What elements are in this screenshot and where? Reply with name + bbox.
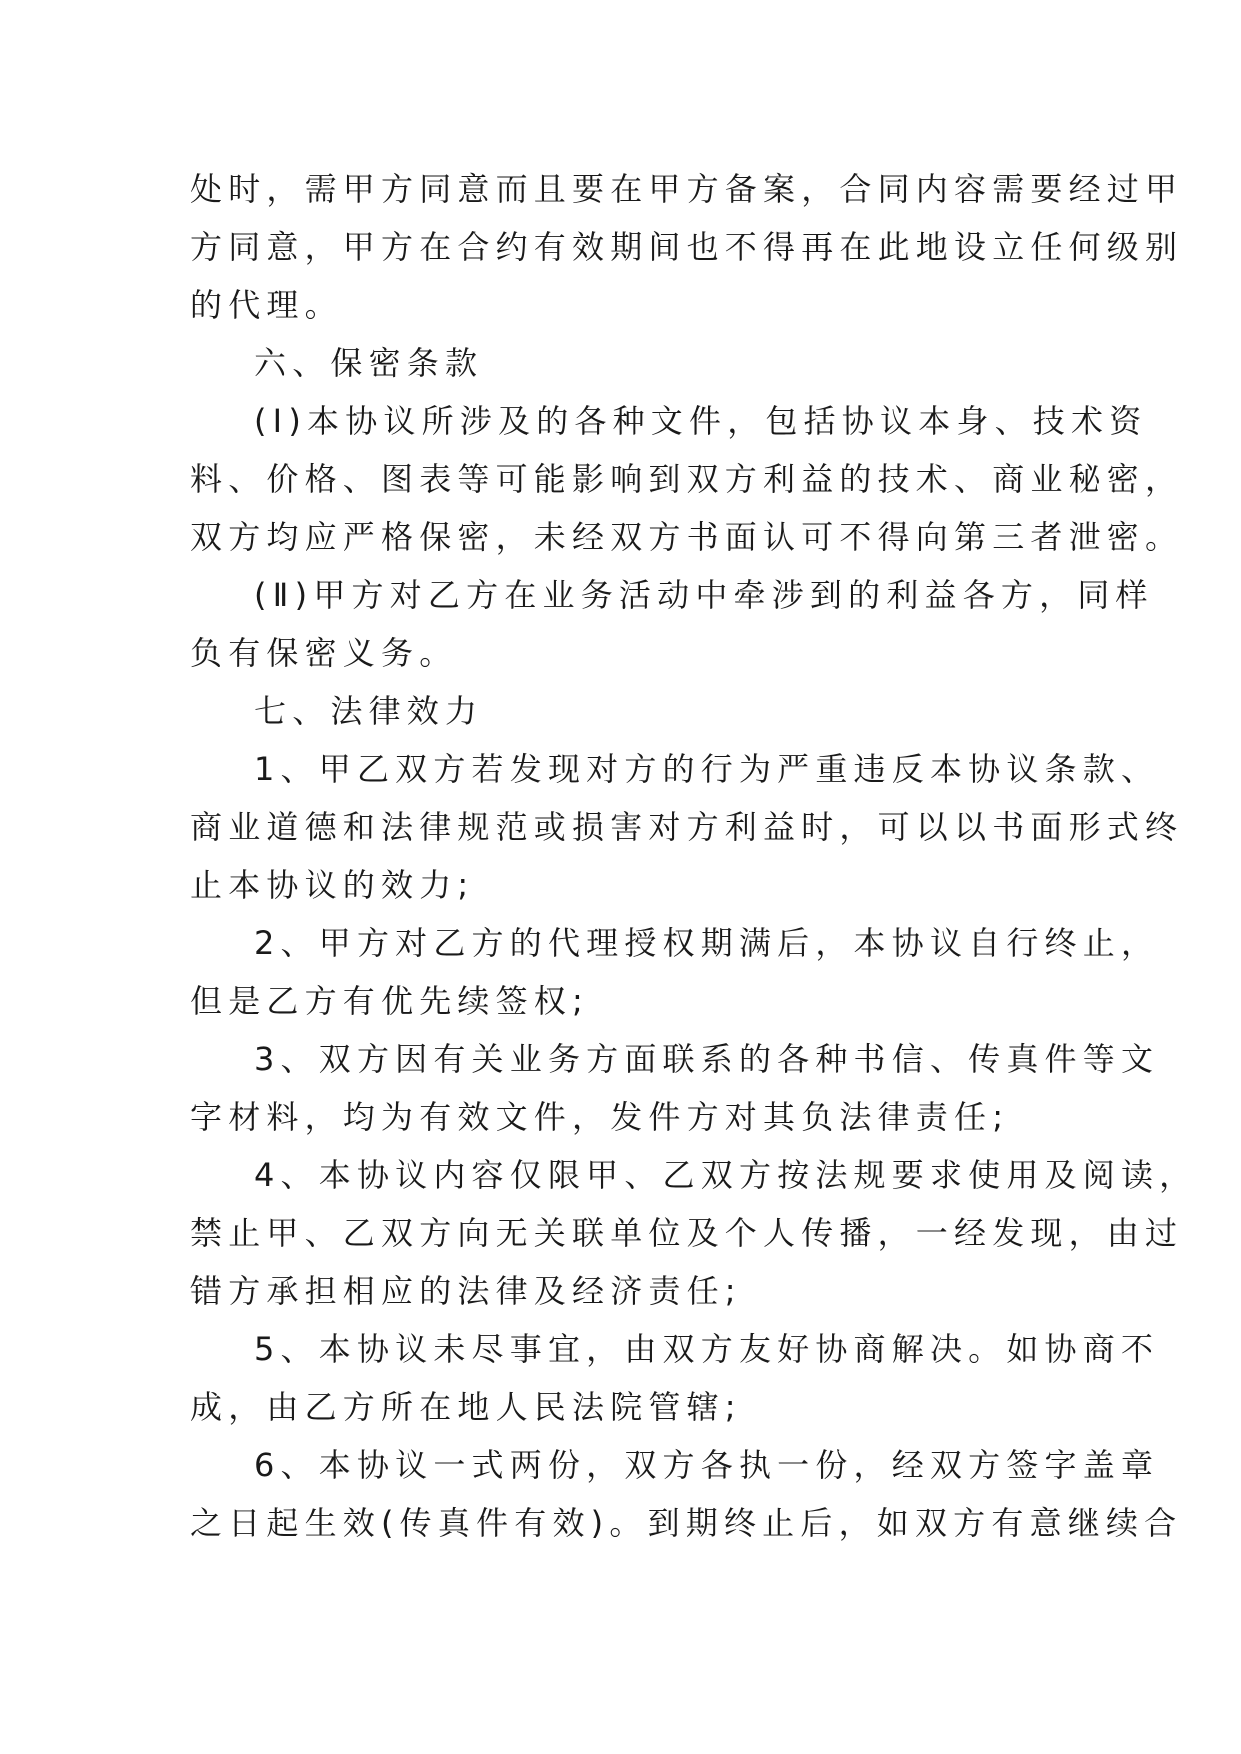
text-line: 的代理。 [190, 286, 343, 324]
text-line: 5、本协议未尽事宜，由双方友好协商解决。如协商不 [254, 1330, 1160, 1368]
text-line: 错方承担相应的法律及经济责任; [190, 1272, 742, 1310]
text-line: 3、双方因有关业务方面联系的各种书信、传真件等文 [254, 1040, 1160, 1078]
text-line: 负有保密义务。 [190, 634, 458, 672]
text-line: 6、本协议一式两份，双方各执一份，经双方签字盖章 [254, 1446, 1160, 1484]
text-line: 方同意，甲方在合约有效期间也不得再在此地设立任何级别 [190, 228, 1184, 266]
text-line: 成，由乙方所在地人民法院管辖; [190, 1388, 742, 1426]
text-line: 字材料，均为有效文件，发件方对其负法律责任; [190, 1098, 1010, 1136]
text-line: 处时，需甲方同意而且要在甲方备案，合同内容需要经过甲 [190, 170, 1184, 208]
text-line: 之日起生效(传真件有效)。到期终止后，如双方有意继续合 [190, 1504, 1183, 1542]
text-line: 商业道德和法律规范或损害对方利益时，可以以书面形式终 [190, 808, 1184, 846]
text-line: 1、甲乙双方若发现对方的行为严重违反本协议条款、 [254, 750, 1160, 788]
text-line: 七、法律效力 [254, 692, 484, 730]
text-line: 2、甲方对乙方的代理授权期满后，本协议自行终止， [254, 924, 1160, 962]
text-line: 但是乙方有优先续签权; [190, 982, 589, 1020]
text-line: (Ⅱ)甲方对乙方在业务活动中牵涉到的利益各方，同样 [254, 576, 1154, 614]
text-line: 4、本协议内容仅限甲、乙双方按法规要求使用及阅读， [254, 1156, 1198, 1194]
text-line: 止本协议的效力; [190, 866, 475, 904]
text-line: 双方均应严格保密，未经双方书面认可不得向第三者泄密。 [190, 518, 1184, 556]
text-line: (Ⅰ)本协议所涉及的各种文件，包括协议本身、技术资 [254, 402, 1148, 440]
text-line: 料、价格、图表等可能影响到双方利益的技术、商业秘密， [190, 460, 1184, 498]
text-line: 六、保密条款 [254, 344, 484, 382]
document-page [190, 160, 1198, 1552]
text-line: 禁止甲、乙双方向无关联单位及个人传播，一经发现，由过 [190, 1214, 1184, 1252]
